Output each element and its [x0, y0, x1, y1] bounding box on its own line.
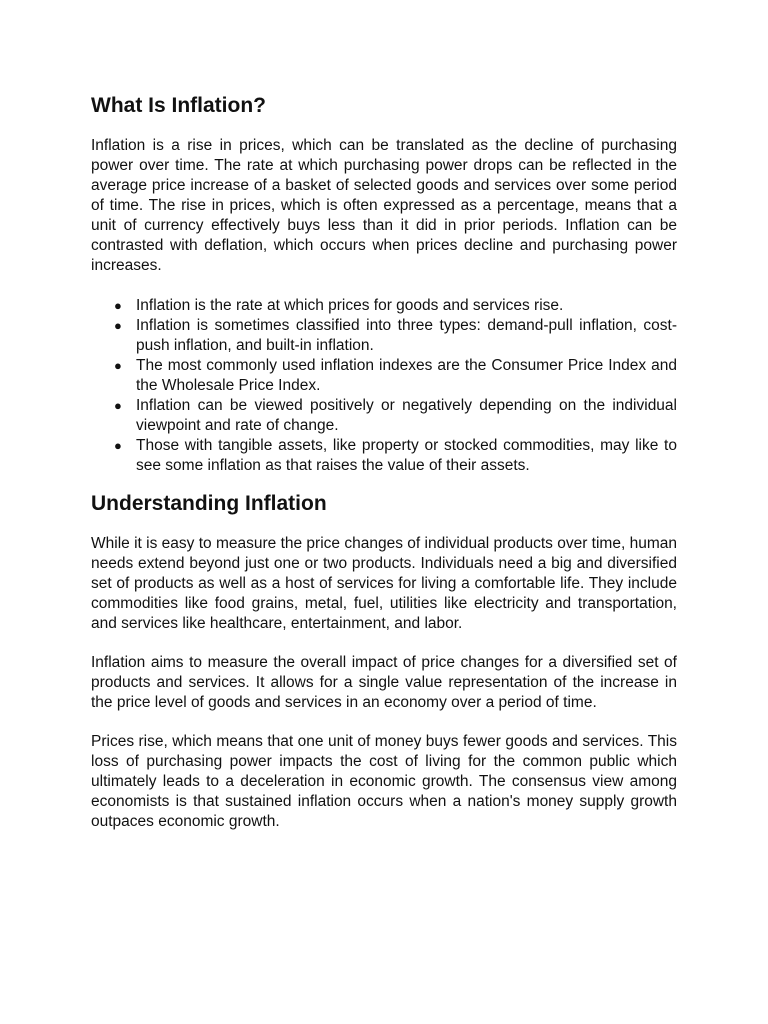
list-item-text: Those with tangible assets, like property or stocked commodities, may like to see some inflation as that raises the value of their assets. [136, 437, 677, 474]
list-item [114, 356, 677, 396]
body-paragraph: Prices rise, which means that one unit of money buys fewer goods and services. This loss of purchasing power impacts the cost of living for the common public which ultimately leads to a deceleration in economic growth. The consensus view among economists is that sustained inflation occurs when a nation's money supply growth outpaces economic growth. [91, 733, 677, 830]
list-item [114, 296, 677, 316]
list-item-text: Inflation is sometimes classified into three types: demand-pull inflation, cost-push inflation, and built-in inflation. [136, 317, 677, 354]
list-item-text: Inflation can be viewed positively or negatively depending on the individual viewpoint and rate of change. [136, 397, 677, 434]
list-item [114, 436, 677, 476]
list-item-text: The most commonly used inflation indexes are the Consumer Price Index and the Wholesale Price Index. [136, 357, 677, 394]
list-item [114, 396, 677, 436]
list-item-text: Inflation is the rate at which prices for goods and services rise. [136, 297, 564, 314]
key-points-list [91, 296, 677, 476]
bullet-icon: ● [114, 318, 122, 333]
body-paragraph: Inflation aims to measure the overall impact of price changes for a diversified set of products and services. It allows for a single value representation of the increase in the price level of goods and services in an economy over a period of time. [91, 654, 677, 711]
bullet-icon: ● [114, 298, 122, 313]
list-item [114, 316, 677, 356]
intro-paragraph: Inflation is a rise in prices, which can be translated as the decline of purchasing power over time. The rate at which purchasing power drops can be reflected in the average price increase of a basket of selected goods and services over some period of time. The rise in prices, which is often expressed as a percentage, means that a unit of currency effectively buys less than it did in prior periods. Inflation can be contrasted with deflation, which occurs when prices decline and purchasing power increases. [91, 137, 677, 274]
document-page [91, 92, 677, 851]
bullet-icon: ● [114, 398, 122, 413]
section-title-what-is-inflation: What Is Inflation? [91, 94, 266, 117]
bullet-icon: ● [114, 358, 122, 373]
bullet-icon: ● [114, 438, 122, 453]
body-paragraph: While it is easy to measure the price changes of individual products over time, human needs extend beyond just one or two products. Individuals need a big and diversified set of products as well as a host of services for living a comfortable life. They include commodities like food grains, metal, fuel, utilities like electricity and transportation, and services like healthcare, entertainment, and labor. [91, 535, 677, 632]
section-title-understanding-inflation: Understanding Inflation [91, 492, 327, 515]
